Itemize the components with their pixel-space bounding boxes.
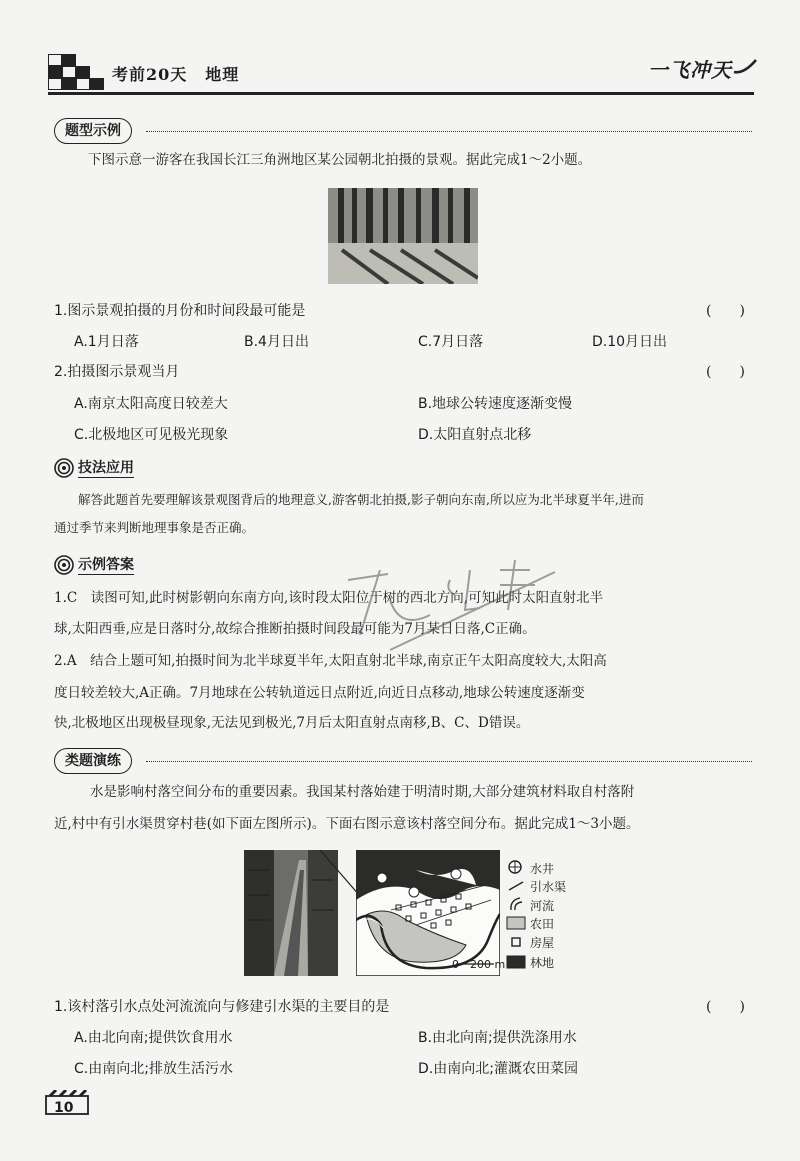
practice-intro-line-2: 近,村中有引水渠贯穿村巷(如下面左图所示)。下面右图示意该村落空间分布。据此完成1～3小题。 — [54, 816, 640, 832]
practice-q1-stem: 1.该村落引水点处河流流向与修建引水渠的主要目的是 — [54, 999, 390, 1015]
page-number: 10 — [54, 1100, 74, 1116]
practice-q1-option-a: A.由北向南;提供饮食用水 — [74, 1030, 233, 1046]
practice-q1-option-d: D.由南向北;灌溉农田菜园 — [418, 1061, 578, 1077]
answer-line-1: 1.C 读图可知,此时树影朝向东南方向,该时段太阳位于树的西北方向,可知此时太阳直射北半 — [54, 590, 604, 606]
answer-line-5: 快,北极地区出现极昼现象,无法见到极光,7月后太阳直射点南移,B、C、D错误。 — [54, 715, 530, 731]
header-rule — [48, 92, 754, 95]
answer-line-2: 球,太阳西垂,应是日落时分,故综合推断拍摄时间段最可能为7月某日日落,C正确。 — [54, 621, 536, 637]
example-q2-answer-blank: ( ) — [706, 364, 745, 380]
legend-forest-label: 林地 — [530, 956, 555, 970]
legend-house-label: 房屋 — [530, 936, 555, 950]
practice-intro-line-1: 水是影响村落空间分布的重要因素。我国某村落始建于明清时期,大部分建筑材料取自村落附 — [90, 784, 635, 800]
example-q1-option-c: C.7月日落 — [418, 334, 484, 350]
section-tag-answer-label: 示例答案 — [78, 557, 134, 573]
example-q1-answer-blank: ( ) — [706, 303, 745, 319]
answer-line-3: 2.A 结合上题可知,拍摄时间为北半球夏半年,太阳直射北半球,南京正午太阳高度较大,太阳高 — [54, 653, 607, 669]
example-q1-stem: 1.图示景观拍摄的月份和时间段最可能是 — [54, 303, 306, 319]
forest-photo — [328, 188, 478, 284]
section-tag-example: 题型示例 — [54, 118, 132, 144]
section-tag-practice: 类题演练 — [54, 748, 132, 774]
target-icon — [54, 555, 74, 575]
example-q2-option-d: D.太阳直射点北移 — [418, 427, 532, 443]
practice-q1-answer-blank: ( ) — [706, 999, 745, 1015]
header-brand: 一飞冲天 — [648, 58, 732, 82]
technique-line-1: 解答此题首先要理解该景观图背后的地理意义,游客朝北拍摄,影子朝向东南,所以应为北半球夏半年,进而 — [78, 492, 644, 507]
technique-line-2: 通过季节来判断地理事象是否正确。 — [54, 520, 255, 535]
dotted-divider — [146, 761, 752, 762]
example-q1-option-b: B.4月日出 — [244, 334, 309, 350]
dotted-divider — [146, 131, 752, 132]
legend-canal-label: 引水渠 — [530, 880, 567, 894]
target-icon — [54, 458, 74, 478]
well-icon — [508, 860, 522, 874]
forest-icon — [506, 955, 526, 969]
example-q2-option-b: B.地球公转速度逐渐变慢 — [418, 396, 573, 412]
example-q2-stem: 2.拍摄图示景观当月 — [54, 364, 180, 380]
example-q2-option-a: A.南京太阳高度日较差大 — [74, 396, 228, 412]
section-tag-technique — [78, 456, 134, 480]
map-scale: 0 200 m — [452, 958, 506, 971]
legend-well-label: 水井 — [530, 862, 555, 876]
river-icon — [508, 896, 524, 912]
answer-line-4: 度日较差较大,A正确。7月地球在公转轨道远日点附近,向近日点移动,地球公转速度逐渐变 — [54, 685, 585, 701]
practice-q1-option-b: B.由北向南;提供洗涤用水 — [418, 1030, 577, 1046]
legend-farmland-label: 农田 — [530, 917, 555, 931]
section-tag-technique-label: 技法应用 — [78, 460, 134, 476]
example-q1-option-a: A.1月日落 — [74, 334, 139, 350]
brand-watermark — [330, 540, 570, 660]
legend-river-label: 河流 — [530, 899, 555, 913]
header-logo-blocks — [48, 54, 108, 92]
section-tag-answer — [78, 553, 134, 577]
header-title — [112, 62, 239, 85]
header-book-title: 考前20天 — [112, 65, 188, 84]
practice-q1-option-c: C.由南向北;排放生活污水 — [74, 1061, 233, 1077]
house-icon — [511, 937, 521, 947]
example-q1-option-d: D.10月日出 — [592, 334, 668, 350]
brand-swoosh-icon — [732, 58, 758, 76]
header-subject: 地理 — [205, 65, 240, 84]
example-intro: 下图示意一游客在我国长江三角洲地区某公园朝北拍摄的景观。据此完成1～2小题。 — [88, 152, 592, 168]
canal-icon — [508, 880, 524, 892]
example-q2-option-c: C.北极地区可见极光现象 — [74, 427, 229, 443]
farmland-icon — [506, 916, 526, 930]
